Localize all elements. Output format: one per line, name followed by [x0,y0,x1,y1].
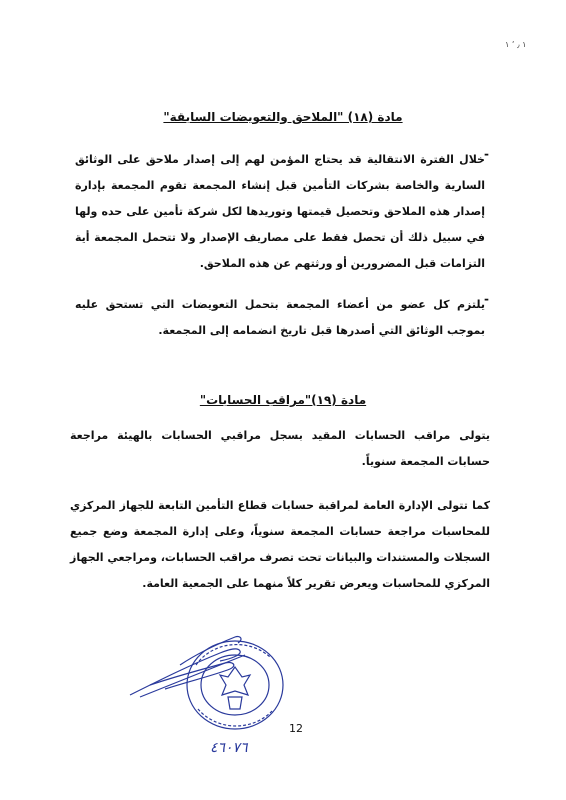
bullet-marker: - [484,147,489,161]
bullet-marker: - [484,292,489,306]
article-19-paragraph-2: كما تتولى الإدارة العامة لمراقبة حسابات قطاع التأمين التابعة للجهاز المركزي للمحاسبات مراجعة حسابات المجمعة سنوياً، وعلى إدارة المجمعة وضع جميع السجلات والمستندات والبيانات تحت تصرف مراقب الحسابات، ومراجعي الجهاز المركزي للمحاسبات ويعرض تقرير كلاً منهما على الجمعية العامة. [70,499,490,590]
handwritten-number: ٤٦٠٧٦ [210,740,248,756]
page-number: 12 [289,722,303,735]
article-18-heading: مادة (١٨) "الملاحق والتعويضات السابقة" [163,110,403,124]
article-18-paragraph-1: خلال الفترة الانتقالية قد يحتاج المؤمن لهم إلى إصدار ملاحق على الوثائق السارية والخاصة بشركات التأمين قبل إنشاء المجمعة تقوم المجمعة بإدارة إصدار هذه الملاحق وتحصيل قيمتها وتوريدها لكل شركة تأمين على حده ولها في سبيل ذلك أن تحصل فقط على مصاريف الإصدار ولا تتحمل المجمعة أية التزامات قبل المضرورين أو ورثتهم عن هذه الملاحق. [75,153,485,270]
article-19-paragraph-1: يتولى مراقب الحسابات المقيد بسجل مراقبي الحسابات بالهيئة مراجعة حسابات المجمعة سنوياً. [70,429,490,468]
article-19-heading: مادة (١٩)"مراقب الحسابات" [199,393,367,407]
corner-mark: ١ ٫ ٬ ١ [505,40,527,49]
article-18-paragraph-2: يلتزم كل عضو من أعضاء المجمعة بتحمل التعويضات التي تستحق عليه بموجب الوثائق التي أصدرها قبل تاريخ انضمامه إلى المجمعة. [75,298,485,337]
